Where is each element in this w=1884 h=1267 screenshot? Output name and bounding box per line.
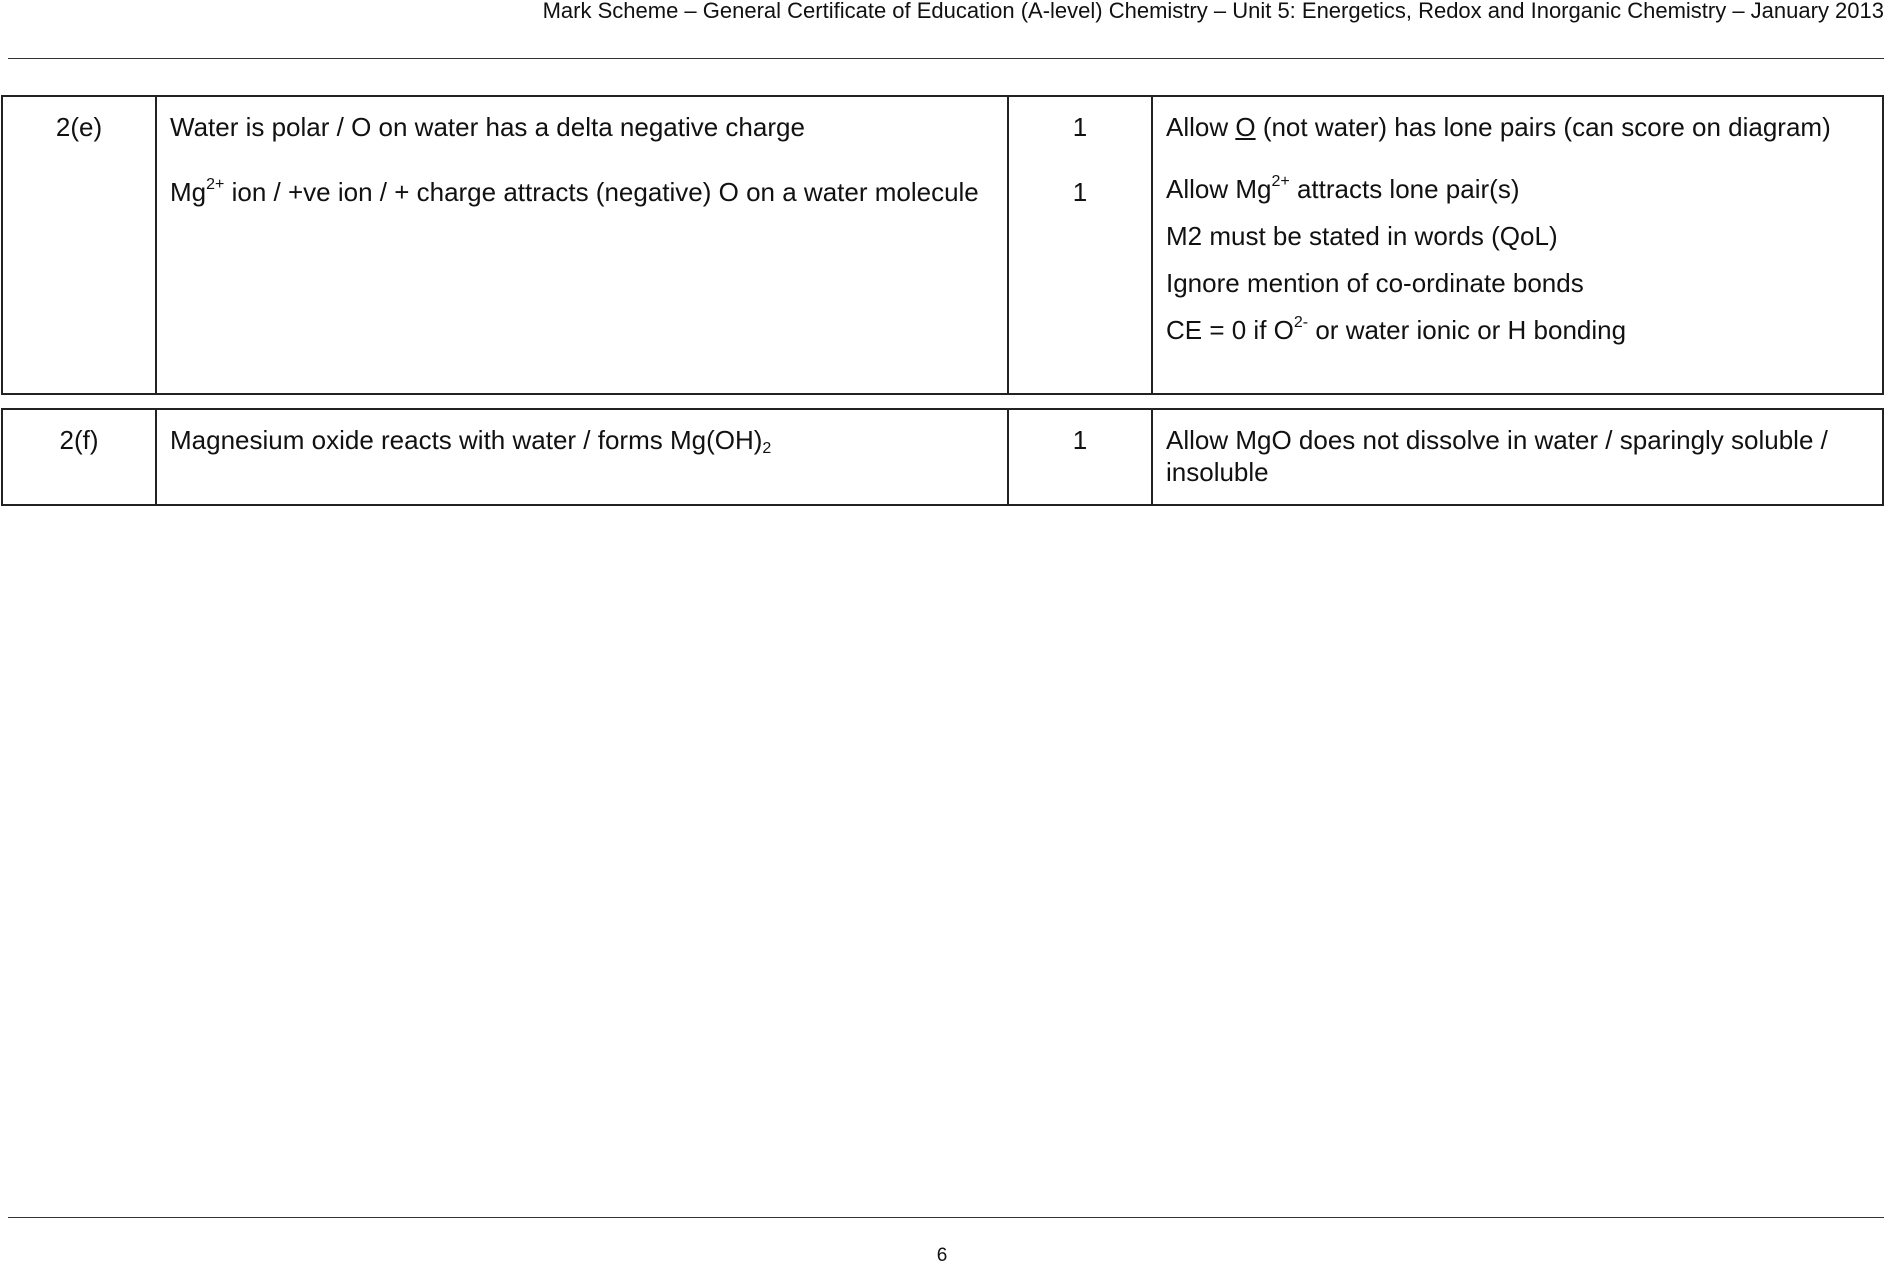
guidance-line: CE = 0 if $O^{2-}$ or water ionic or H bonding [1166,314,1627,345]
answer-line: $Mg^{2+}$ ion / +ve ion / + charge attracts (negative) O on a water molecule [170,176,979,207]
table-row [2,409,1883,505]
guidance-line: Ignore mention of co-ordinate bonds [1166,268,1584,298]
mark-value: 1 [1072,425,1088,455]
guidance-cell [1152,409,1883,505]
document-header: Mark Scheme – General Certificate of Education (A-level) Chemistry – Unit 5: Energetics, Redox and Inorganic Chemistry – January 2013 [542,0,1884,23]
mark-value: 1 [1072,177,1088,207]
question-number: 2(f) [59,425,99,455]
mark-scheme-table-2e [1,95,1884,395]
answer-cell [156,409,1008,505]
footer-rule [8,1217,1884,1218]
question-number: 2(e) [55,112,103,142]
answer-line: Magnesium oxide reacts with water / forms $Mg(OH)_2$ [170,425,772,457]
question-cell [2,409,156,505]
marks-cell [1008,409,1152,505]
guidance-cell [1152,96,1883,394]
guidance-line: M2 must be stated in words (QoL) [1166,221,1558,251]
marks-cell [1008,96,1152,394]
page-number: 6 [936,1245,948,1266]
guidance-line: Allow $Mg^{2+}$ attracts lone pair(s) [1166,173,1520,204]
header-rule [8,58,1884,59]
guidance-line: Allow MgO does not dissolve in water / sparingly soluble / insoluble [1166,425,1828,487]
mark-scheme-table-2f [1,408,1884,506]
answer-line: Water is polar / O on water has a delta negative charge [170,112,805,142]
guidance-line: Allow O (not water) has lone pairs (can score on diagram) [1166,112,1831,142]
question-cell [2,96,156,394]
table-row [2,96,1883,394]
mark-value: 1 [1072,112,1088,142]
answer-cell [156,96,1008,394]
